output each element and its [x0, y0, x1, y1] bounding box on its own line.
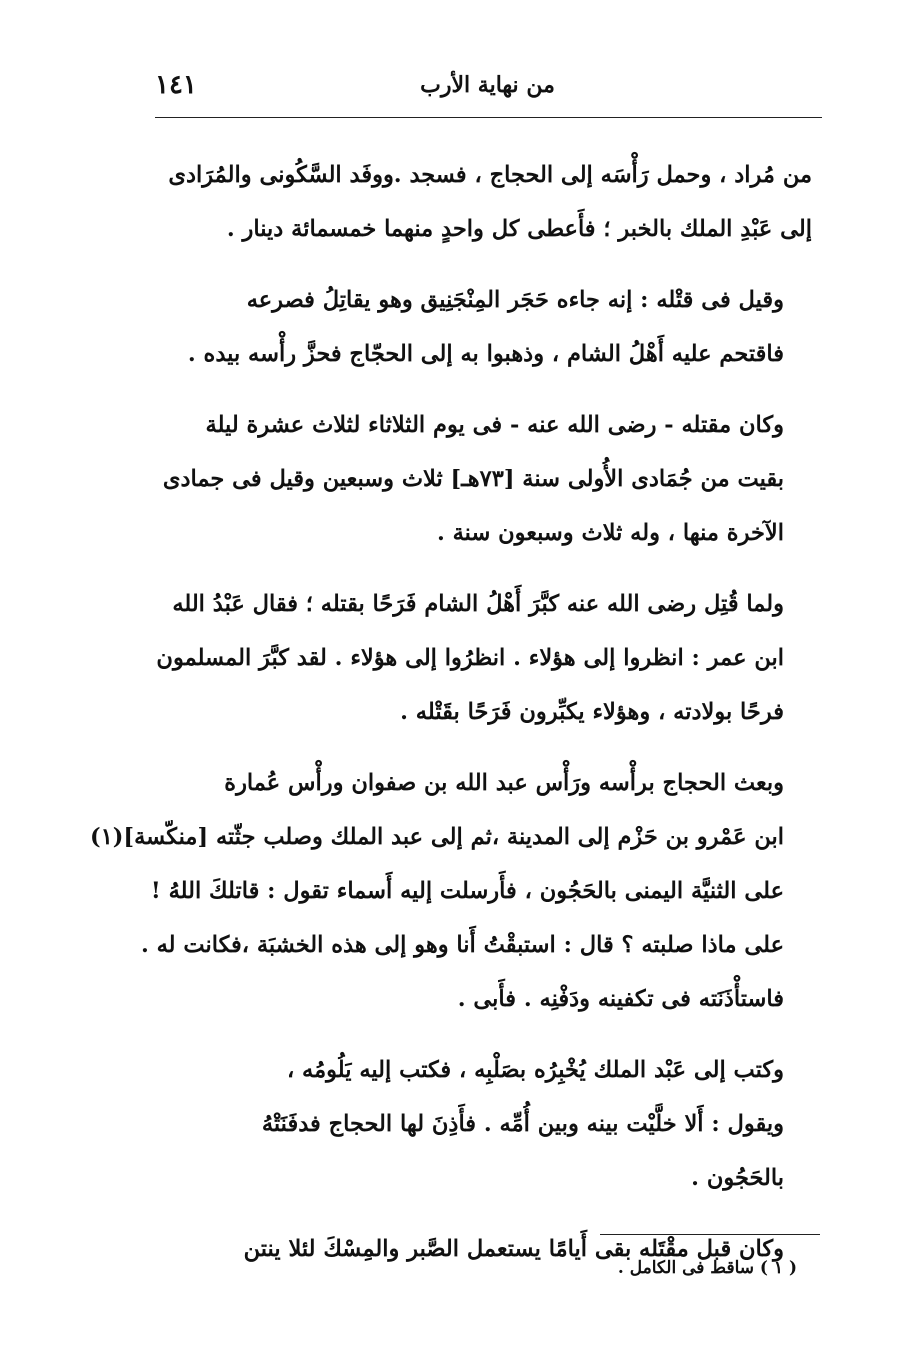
- text-line: فاقتحم عليه أَهْلُ الشام ، وذهبوا به إلى الحجّاج فحزَّ رأْسه بيده .: [187, 341, 784, 367]
- text-line: إلى عَبْدِ الملك بالخبر ؛ فأَعطى كل واحدٍ منهما خمسمائة دينار .: [226, 216, 812, 242]
- footnote-rule: [600, 1234, 820, 1235]
- text-line: بقيت من جُمَادى الأُولى سنة [٧٣هـ] ثلاث وسبعين وقيل فى جمادى: [162, 466, 784, 492]
- body-text: [90, 148, 812, 1293]
- text-line: من مُراد ، وحمل رَأْسَه إلى الحجاج ، فسجد .ووفَد السَّكُونى والمُرَادى: [168, 162, 812, 188]
- paragraph-5: [90, 756, 812, 1026]
- text-line: ويقول : أَلا خلَّيْت بينه وبين أُمِّه . فأَذِنَ لها الحجاج فدفَنَتْهُ: [261, 1111, 784, 1137]
- text-line: وبعث الحجاج برأْسه ورَأْس عبد الله بن صفوان ورأْس عُمارة: [224, 770, 784, 796]
- paragraph-1: [160, 148, 812, 256]
- page-header: [155, 70, 820, 110]
- paragraph-4: [156, 577, 812, 739]
- header-rule: [155, 117, 822, 118]
- footnote: ( ١ ) ساقط فى الكامل .: [617, 1258, 797, 1278]
- paragraph-2: [160, 273, 812, 381]
- text-line: وكان مقتله - رضى الله عنه - فى يوم الثلاثاء لثلاث عشرة ليلة: [205, 412, 784, 438]
- running-title: من نهاية الأرب: [420, 72, 555, 98]
- text-line: الآخرة منها ، وله ثلاث وسبعون سنة .: [436, 520, 784, 546]
- text-line: ولما قُتِل رضى الله عنه كبَّرَ أَهْلُ الشام فَرَحًا بقتله ؛ فقال عَبْدُ الله: [172, 591, 784, 617]
- text-line: فرحًا بولادته ، وهؤلاء يكبِّرون فَرَحًا بقَتْله .: [400, 699, 784, 725]
- text-line: فاستأْذَنَته فى تكفينه ودَفْنِه . فأَبى .: [457, 986, 784, 1012]
- text-line: وكان قبل مقْتَله بقى أَيامًا يستعمل الصَّبر والمِسْكَ لئلا ينتن: [243, 1236, 784, 1262]
- text-line: بالحَجُون .: [691, 1165, 784, 1191]
- text-line: على الثنيَّة اليمنى بالحَجُون ، فأَرسلت إليه أَسماء تقول : قاتلكَ اللهُ !: [150, 878, 784, 904]
- text-line: وكتب إلى عَبْد الملك يُخْبِرُه بصَلْبِه ، فكتب إليه يَلُومُه ،: [286, 1057, 784, 1083]
- paragraph-3: [160, 398, 812, 560]
- page-number: ١٤١: [155, 70, 197, 100]
- paragraph-6: [160, 1043, 812, 1205]
- text-line: على ماذا صلبته ؟ قال : استبقْتُ أَنا وهو إلى هذه الخشبَة ،فكانت له .: [140, 932, 784, 958]
- text-line: ابن عمر : انظروا إلى هؤلاء . انظرُوا إلى هؤلاء . لقد كبَّرَ المسلمون: [156, 645, 784, 671]
- text-line: وقيل فى قتْله : إنه جاءه حَجَر المِنْجَنِيق وهو يقاتِلُ فصرعه: [246, 287, 784, 313]
- text-line: ابن عَمْرو بن حَزْم إلى المدينة ،ثم إلى عبد الملك وصلب جثّته [منكّسة](١): [90, 824, 784, 850]
